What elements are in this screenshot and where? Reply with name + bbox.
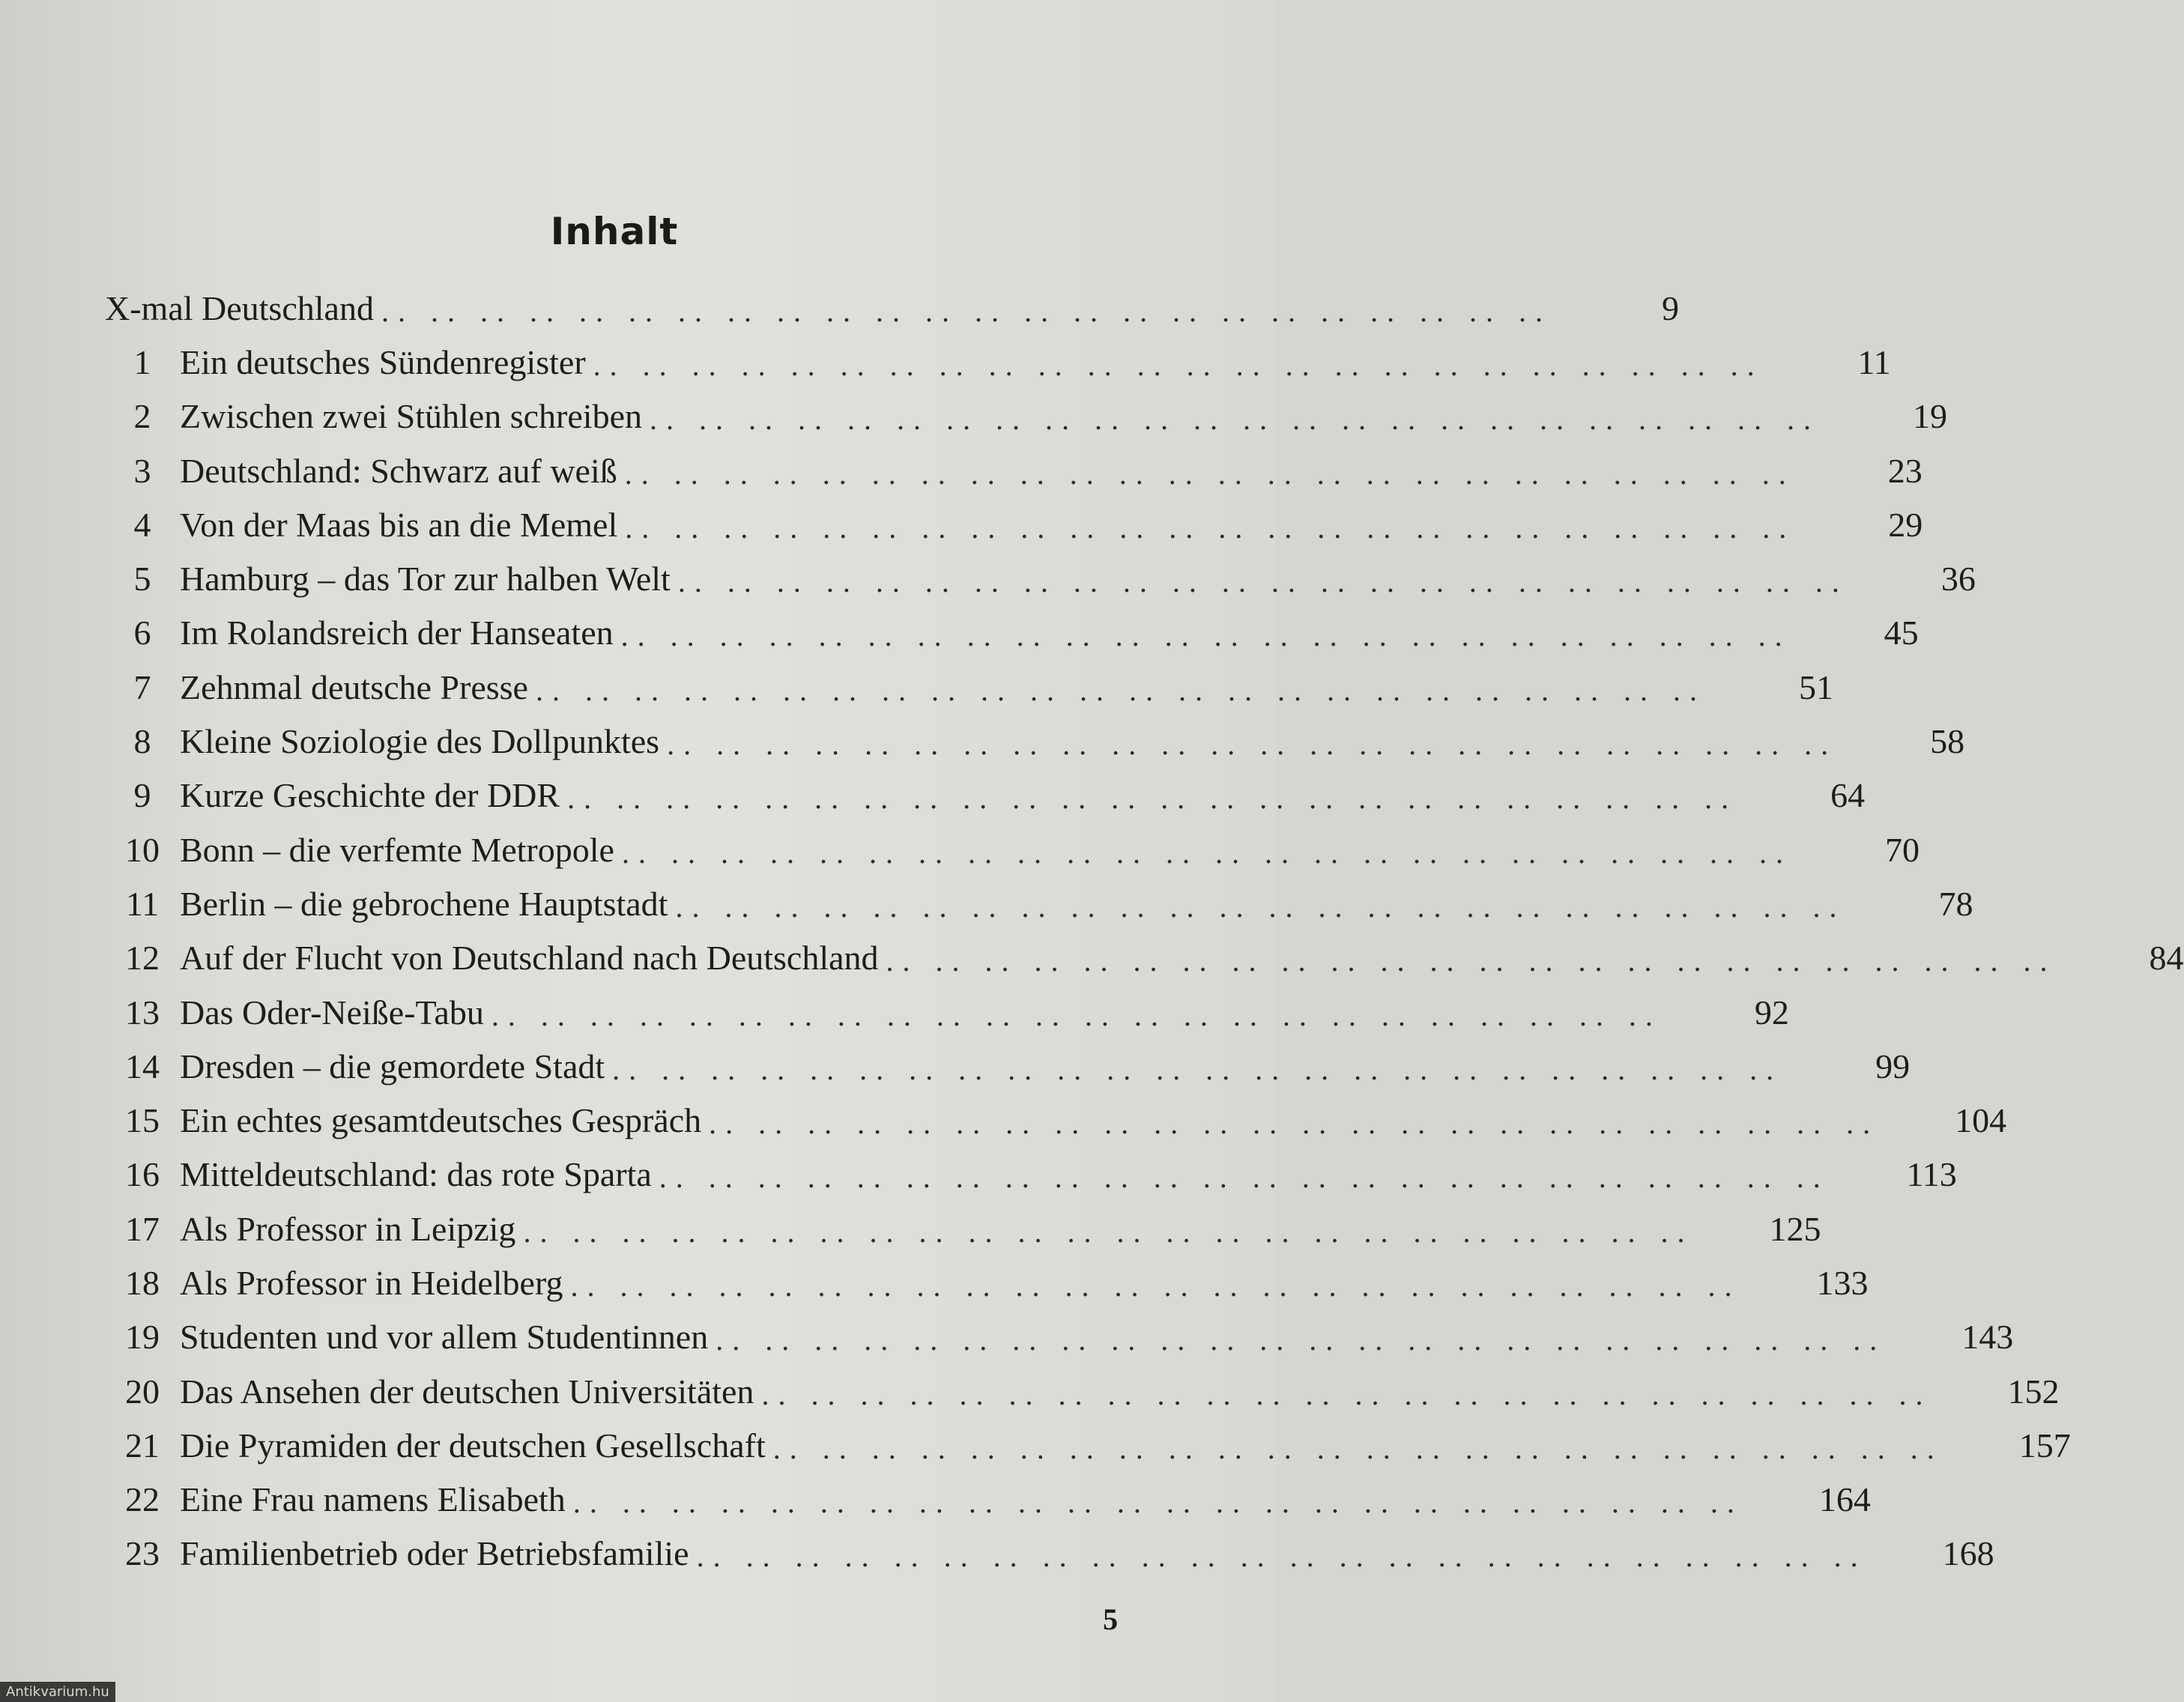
- toc-entry: [105, 281, 1679, 335]
- chapter-title: Ein echtes gesamtdeutsches Gespräch: [180, 1101, 702, 1140]
- chapter-page: 152: [2007, 1372, 2060, 1411]
- chapter-title: Berlin – die gebrochene Hauptstadt: [180, 884, 668, 923]
- chapter-title: Dresden – die gemordete Stadt: [180, 1047, 605, 1085]
- toc-entry: [105, 1148, 1957, 1202]
- chapter-page: 51: [1798, 667, 1833, 706]
- table-of-contents: [105, 281, 2184, 1581]
- dot-leader: .. .. .. .. .. .. .. .. .. .. .. .. .. .. .. .. .. .. .. .. .. .. .. ..: [572, 1486, 1743, 1520]
- chapter-number: 23: [125, 1534, 160, 1573]
- chapter-title: Eine Frau namens Elisabeth: [180, 1480, 566, 1519]
- toc-entry: [105, 714, 1965, 768]
- dot-leader: .. .. .. .. .. .. .. .. .. .. .. .. .. .. .. .. .. .. .. .. .. .. .. ..: [716, 1323, 1887, 1357]
- toc-entry: [105, 443, 1923, 497]
- chapter-page: 29: [1888, 505, 1923, 544]
- chapter-title: Auf der Flucht von Deutschland nach Deutschland: [180, 939, 879, 978]
- dot-leader: .. .. .. .. .. .. .. .. .. .. .. .. .. .. .. .. .. .. .. .. .. .. .. ..: [624, 456, 1795, 491]
- chapter-number: 15: [125, 1101, 160, 1140]
- dot-leader: .. .. .. .. .. .. .. .. .. .. .. .. .. .. .. .. .. .. .. .. .. .. .. ..: [625, 510, 1796, 545]
- chapter-page: 84: [2149, 939, 2184, 978]
- chapter-page: 11: [1857, 342, 1891, 381]
- toc-entry: [105, 769, 1866, 823]
- dot-leader: .. .. .. .. .. .. .. .. .. .. .. .. .. .. .. .. .. .. .. .. .. .. .. ..: [593, 348, 1764, 382]
- chapter-page: 104: [1955, 1101, 2007, 1140]
- chapter-page: 58: [1930, 722, 1965, 761]
- chapter-number: 9: [133, 776, 151, 815]
- chapter-title: Kleine Soziologie des Dollpunktes: [180, 722, 660, 761]
- toc-entry: [105, 876, 1973, 930]
- chapter-number: 1: [133, 342, 151, 381]
- chapter-page: 168: [1942, 1534, 1994, 1573]
- chapter-title: Zwischen zwei Stühlen schreiben: [180, 397, 642, 436]
- toc-entry: [105, 1364, 2060, 1418]
- toc-entry: [105, 1473, 1871, 1527]
- toc-entry: [105, 1202, 1821, 1256]
- chapter-page: 23: [1887, 451, 1923, 490]
- chapter-page: 78: [1938, 884, 1973, 923]
- chapter-page: 133: [1816, 1263, 1869, 1302]
- chapter-number: 4: [133, 505, 151, 544]
- dot-leader: .. .. .. .. .. .. .. .. .. .. .. .. .. .. .. .. .. .. .. .. .. .. .. ..: [649, 402, 1820, 437]
- toc-entry: [105, 1527, 1994, 1581]
- toc-entry: [105, 390, 1947, 443]
- dot-leader: .. .. .. .. .. .. .. .. .. .. .. .. .. .. .. .. .. .. .. .. .. .. .. ..: [675, 889, 1846, 924]
- chapter-number: 18: [125, 1263, 160, 1302]
- dot-leader: .. .. .. .. .. .. .. .. .. .. .. .. .. .. .. .. .. .. .. .. .. .. .. ..: [612, 1052, 1783, 1086]
- chapter-page: 113: [1906, 1155, 1957, 1194]
- toc-entry: [105, 1039, 1911, 1093]
- dot-leader: .. .. .. .. .. .. .. .. .. .. .. .. .. .. .. .. .. .. .. .. .. .. .. ..: [381, 294, 1552, 328]
- dot-leader: .. .. .. .. .. .. .. .. .. .. .. .. .. .. .. .. .. .. .. .. .. .. .. ..: [523, 1214, 1694, 1249]
- chapter-page: 36: [1941, 560, 1976, 599]
- chapter-number: 3: [133, 451, 151, 490]
- chapter-number: 17: [125, 1209, 160, 1248]
- page-title: Inhalt: [550, 209, 679, 253]
- dot-leader: .. .. .. .. .. .. .. .. .. .. .. .. .. .. .. .. .. .. .. .. .. .. .. ..: [772, 1431, 1943, 1465]
- dot-leader: .. .. .. .. .. .. .. .. .. .. .. .. .. .. .. .. .. .. .. .. .. .. .. ..: [535, 673, 1706, 707]
- chapter-title: Das Oder-Neiße-Tabu: [180, 993, 484, 1032]
- chapter-page: 64: [1830, 776, 1866, 815]
- chapter-title: Als Professor in Heidelberg: [180, 1263, 563, 1302]
- chapter-title: Als Professor in Leipzig: [180, 1209, 516, 1248]
- dot-leader: .. .. .. .. .. .. .. .. .. .. .. .. .. .. .. .. .. .. .. .. .. .. .. ..: [677, 565, 1848, 599]
- chapter-number: 7: [133, 667, 151, 706]
- chapter-title: Bonn – die verfemte Metropole: [180, 830, 614, 869]
- chapter-page: 92: [1754, 993, 1789, 1032]
- dot-leader: .. .. .. .. .. .. .. .. .. .. .. .. .. .. .. .. .. .. .. .. .. .. .. ..: [567, 781, 1738, 816]
- chapter-page: 70: [1884, 830, 1920, 869]
- dot-leader: .. .. .. .. .. .. .. .. .. .. .. .. .. .. .. .. .. .. .. .. .. .. .. ..: [667, 727, 1838, 762]
- chapter-page: 9: [1661, 288, 1679, 327]
- chapter-page: 157: [2018, 1426, 2071, 1465]
- chapter-page: 125: [1769, 1209, 1821, 1248]
- chapter-number: 20: [125, 1372, 160, 1411]
- chapter-number: 10: [125, 830, 160, 869]
- toc-entry: [105, 606, 1919, 660]
- toc-entry: [105, 931, 2184, 985]
- chapter-title: Deutschland: Schwarz auf weiß: [180, 451, 617, 490]
- chapter-number: 6: [133, 614, 151, 652]
- toc-entry: [105, 823, 1920, 876]
- chapter-title: Kurze Geschichte der DDR: [180, 776, 560, 815]
- dot-leader: .. .. .. .. .. .. .. .. .. .. .. .. .. .. .. .. .. .. .. .. .. .. .. ..: [491, 998, 1662, 1032]
- toc-entry: [105, 1418, 2071, 1472]
- chapter-title: Hamburg – das Tor zur halben Welt: [180, 560, 671, 599]
- toc-entry: [105, 1256, 1869, 1309]
- chapter-number: 16: [125, 1155, 160, 1194]
- page-number: 5: [1103, 1602, 1118, 1636]
- chapter-page: 143: [1961, 1318, 2014, 1357]
- chapter-number: 8: [133, 722, 151, 761]
- dot-leader: .. .. .. .. .. .. .. .. .. .. .. .. .. .. .. .. .. .. .. .. .. .. .. ..: [696, 1539, 1867, 1574]
- chapter-title: Familienbetrieb oder Betriebsfamilie: [180, 1534, 689, 1573]
- watermark: Antikvarium.hu: [0, 1682, 115, 1702]
- chapter-page: 19: [1912, 397, 1947, 436]
- chapter-page: 99: [1875, 1047, 1911, 1085]
- chapter-number: 11: [125, 884, 160, 923]
- toc-entry: [105, 497, 1923, 551]
- dot-leader: .. .. .. .. .. .. .. .. .. .. .. .. .. .. .. .. .. .. .. .. .. .. .. ..: [621, 835, 1792, 870]
- toc-entry: [105, 985, 1789, 1039]
- dot-leader: .. .. .. .. .. .. .. .. .. .. .. .. .. .. .. .. .. .. .. .. .. .. .. ..: [570, 1268, 1741, 1303]
- chapter-title: Studenten und vor allem Studentinnen: [180, 1318, 709, 1357]
- chapter-number: 22: [125, 1480, 160, 1519]
- chapter-title: Mitteldeutschland: das rote Sparta: [180, 1155, 652, 1194]
- chapter-title: X-mal Deutschland: [105, 288, 374, 327]
- chapter-title: Zehnmal deutsche Presse: [180, 667, 528, 706]
- toc-entry: [105, 335, 1891, 389]
- chapter-number: 12: [125, 939, 160, 978]
- toc-entry: [105, 660, 1833, 714]
- toc-entry: [105, 1310, 2014, 1364]
- chapter-number: 21: [125, 1426, 160, 1465]
- chapter-number: 2: [133, 397, 151, 436]
- toc-entry: [105, 551, 1976, 605]
- chapter-page: 45: [1884, 614, 1919, 652]
- dot-leader: .. .. .. .. .. .. .. .. .. .. .. .. .. .. .. .. .. .. .. .. .. .. .. ..: [886, 944, 2057, 978]
- chapter-title: Das Ansehen der deutschen Universitäten: [180, 1372, 754, 1411]
- chapter-number: 19: [125, 1318, 160, 1357]
- chapter-number: 5: [133, 560, 151, 599]
- chapter-number: 13: [125, 993, 160, 1032]
- chapter-title: Von der Maas bis an die Memel: [180, 505, 618, 544]
- dot-leader: .. .. .. .. .. .. .. .. .. .. .. .. .. .. .. .. .. .. .. .. .. .. .. ..: [761, 1377, 1932, 1411]
- dot-leader: .. .. .. .. .. .. .. .. .. .. .. .. .. .. .. .. .. .. .. .. .. .. .. ..: [709, 1106, 1880, 1141]
- toc-entry: [105, 1093, 2007, 1147]
- chapter-title: Im Rolandsreich der Hanseaten: [180, 614, 614, 652]
- chapter-page: 164: [1818, 1480, 1871, 1519]
- dot-leader: .. .. .. .. .. .. .. .. .. .. .. .. .. .. .. .. .. .. .. .. .. .. .. ..: [620, 619, 1791, 653]
- chapter-number: 14: [125, 1047, 160, 1085]
- chapter-title: Die Pyramiden der deutschen Gesellschaft: [180, 1426, 766, 1465]
- chapter-title: Ein deutsches Sündenregister: [180, 342, 586, 381]
- dot-leader: .. .. .. .. .. .. .. .. .. .. .. .. .. .. .. .. .. .. .. .. .. .. .. ..: [659, 1160, 1830, 1195]
